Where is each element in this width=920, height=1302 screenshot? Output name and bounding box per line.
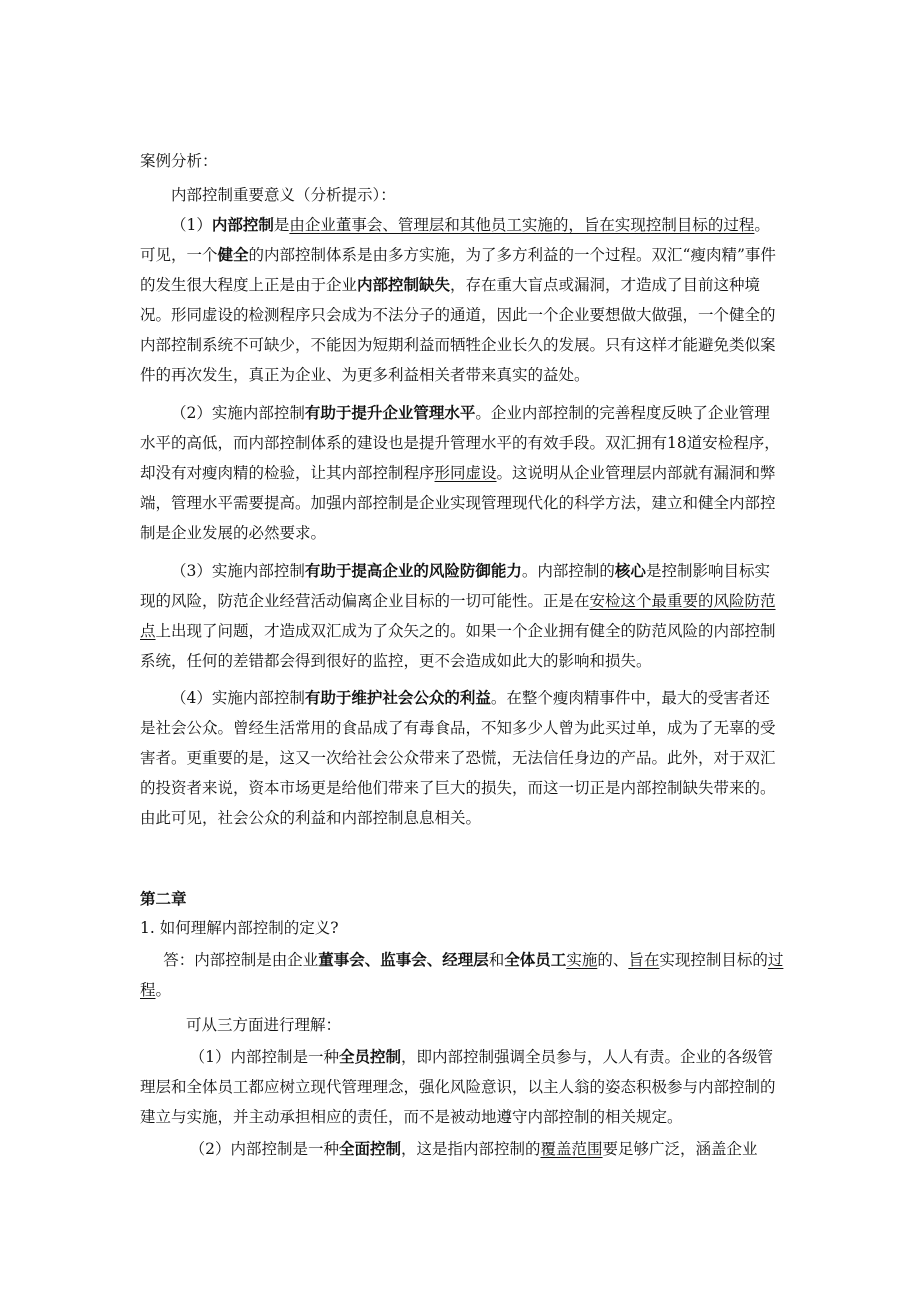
question-1: 1. 如何理解内部控制的定义?	[140, 919, 339, 937]
answer-definition: 答：内部控制是由企业董事会、监事会、经理层和全体员工实施的、旨在实现控制目标的过程。	[140, 950, 784, 999]
paragraph-4: （4）实施内部控制有助于维护社会公众的利益。在整个瘦肉精事件中，最大的受害者还是社会公众。曾经生活常用的食品成了有毒食品，不知多少人曾为此买过单，成为了无辜的受害者。更重要的是，这又一次给社会公众带来了恐慌，无法信任身边的产品。此外，对于双汇的投资者来说，资本市场更是给他们带来了巨大的损失，而这一切正是内部控制缺失带来的。由此可见，社会公众的利益和内部控制息息相关。	[140, 688, 776, 827]
paragraph-3: （3）实施内部控制有助于提高企业的风险防御能力。内部控制的核心是控制影响目标实现的风险，防范企业经营活动偏离企业目标的一切可能性。正是在安检这个最重要的风险防范点上出现了问题，才造成双汇成为了众矢之的。如果一个企业拥有健全的防范风险的内部控制系统，任何的差错都会得到很好的监控，更不会造成如此大的影响和损失。	[140, 561, 776, 670]
paragraph-2: （2）实施内部控制有助于提升企业管理水平。企业内部控制的完善程度反映了企业管理水平的高低，而内部控制体系的建设也是提升管理水平的有效手段。双汇拥有18道安检程序，却没有对瘦肉精的检验，让其内部控制程序形同虚设。这说明从企业管理层内部就有漏洞和弊端，管理水平需要提高。加强内部控制是企业实现管理现代化的科学方法，建立和健全内部控制是企业发展的必然要求。	[140, 403, 780, 542]
case-analysis-heading: 案例分析：	[140, 152, 218, 170]
significance-subheading: 内部控制重要意义（分析提示）：	[171, 186, 396, 204]
aspect-1: （1）内部控制是一种全员控制，即内部控制强调全员参与，人人有责。企业的各级管理层和全体员工都应树立现代管理理念，强化风险意识，以主人翁的姿态积极参与内部控制的建立与实施，并主动承担相应的责任，而不是被动地遵守内部控制的相关规定。	[140, 1047, 776, 1126]
chapter-title: 第二章	[140, 890, 187, 908]
aspect-2: （2）内部控制是一种全面控制，这是指内部控制的覆盖范围要足够广泛，涵盖企业	[189, 1139, 758, 1158]
paragraph-1: （1）内部控制是由企业董事会、管理层和其他员工实施的，旨在实现控制目标的过程。可见，一个健全的内部控制体系是由多方实施，为了多方利益的一个过程。双汇“瘦肉精”事件的发生很大程度上正是由于企业内部控制缺失，存在重大盲点或漏洞，才造成了目前这种境况。形同虚设的检测程序只会成为不法分子的通道，因此一个企业要想做大做强，一个健全的内部控制系统不可缺少，不能因为短期利益而牺牲企业长久的发展。只有这样才能避免类似案件的再次发生，真正为企业、为更多利益相关者带来真实的益处。	[140, 215, 776, 384]
three-aspects-line: 可从三方面进行理解：	[186, 1016, 342, 1034]
